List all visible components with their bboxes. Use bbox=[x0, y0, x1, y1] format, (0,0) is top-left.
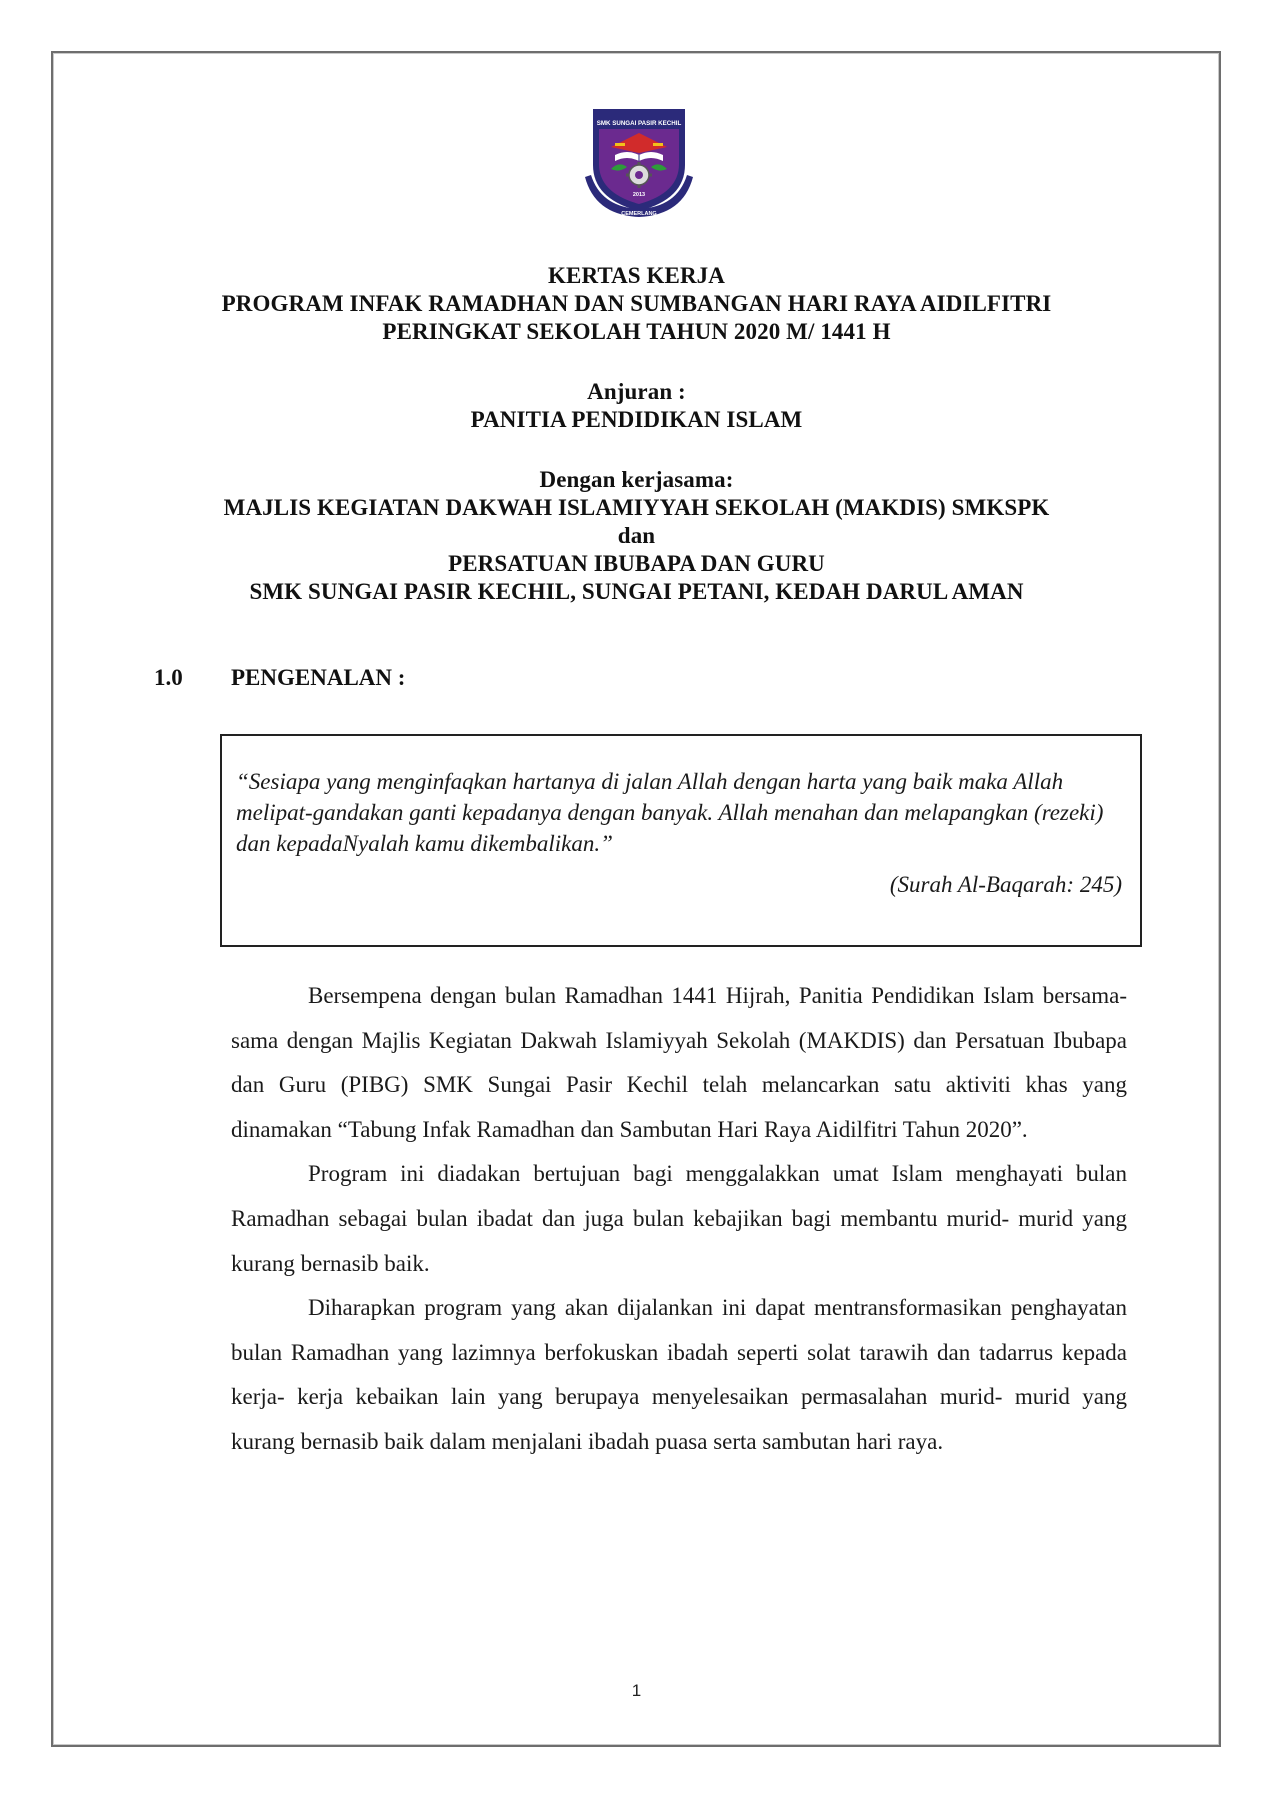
partner-pibg: PERSATUAN IBUBAPA DAN GURU bbox=[448, 551, 825, 576]
cooperation-label: Dengan kerjasama: bbox=[539, 467, 734, 492]
body-text bbox=[231, 974, 1127, 1465]
logo-top-text: SMK SUNGAI PASIR KECHIL bbox=[596, 120, 682, 127]
document-type-title: KERTAS KERJA bbox=[548, 263, 725, 288]
section-number: 1.0 bbox=[154, 665, 183, 690]
quote-box bbox=[220, 734, 1142, 947]
program-title: PROGRAM INFAK RAMADHAN DAN SUMBANGAN HARI RAYA AIDILFITRI bbox=[221, 291, 1052, 316]
section-title: PENGENALAN : bbox=[231, 665, 406, 690]
organizer-label: Anjuran : bbox=[587, 379, 686, 404]
paragraph: Program ini diadakan bertujuan bagi menggalakkan umat Islam menghayati bulan Ramadhan sebagai bulan ibadat dan juga bulan kebajikan bagi membantu murid- murid yang kurang bernasib baik. bbox=[231, 1161, 1127, 1276]
school-crest-logo bbox=[575, 95, 703, 223]
organizer-name: PANITIA PENDIDIKAN ISLAM bbox=[470, 407, 803, 432]
logo-year: 2013 bbox=[632, 192, 646, 198]
section-heading bbox=[154, 664, 405, 692]
program-subtitle: PERINGKAT SEKOLAH TAHUN 2020 M/ 1441 H bbox=[382, 319, 891, 344]
school-name: SMK SUNGAI PASIR KECHIL, SUNGAI PETANI, KEDAH DARUL AMAN bbox=[249, 579, 1024, 604]
quote-source: (Surah Al-Baqarah: 245) bbox=[889, 872, 1122, 897]
paragraph: Bersempena dengan bulan Ramadhan 1441 Hijrah, Panitia Pendidikan Islam bersama-sama dengan Majlis Kegiatan Dakwah Islamiyyah Sekolah (MAKDIS) dan Persatuan Ibubapa dan Guru (PIBG) SMK Sungai Pasir Kechil telah melancarkan satu aktiviti khas yang dinamakan “Tabung Infak Ramadhan dan Sambutan Hari Raya Aidilfitri Tahun 2020”. bbox=[231, 983, 1127, 1142]
partner-conjunction: dan bbox=[617, 523, 656, 548]
quote-text: “Sesiapa yang menginfaqkan hartanya di jalan Allah dengan harta yang baik maka Allah melipat-gandakan ganti kepadanya dengan banyak. Allah menahan dan melapangkan (rezeki) dan kepadaNyalah kamu dikembalikan.” bbox=[236, 769, 1104, 856]
partner-makdis: MAJLIS KEGIATAN DAKWAH ISLAMIYYAH SEKOLAH (MAKDIS) SMKSPK bbox=[223, 495, 1050, 520]
page-number: 1 bbox=[631, 1681, 642, 1700]
paragraph: Diharapkan program yang akan dijalankan ini dapat mentransformasikan penghayatan bulan Ramadhan yang lazimnya berfokuskan ibadah seperti solat tarawih dan tadarrus kepada kerja- kerja kebaikan lain yang berupaya menyelesaikan permasalahan murid- murid yang kurang bernasib baik dalam menjalani ibadah puasa serta sambutan hari raya. bbox=[231, 1295, 1127, 1454]
title-block bbox=[0, 262, 1273, 606]
logo-motto: CEMERLANG bbox=[621, 211, 657, 217]
